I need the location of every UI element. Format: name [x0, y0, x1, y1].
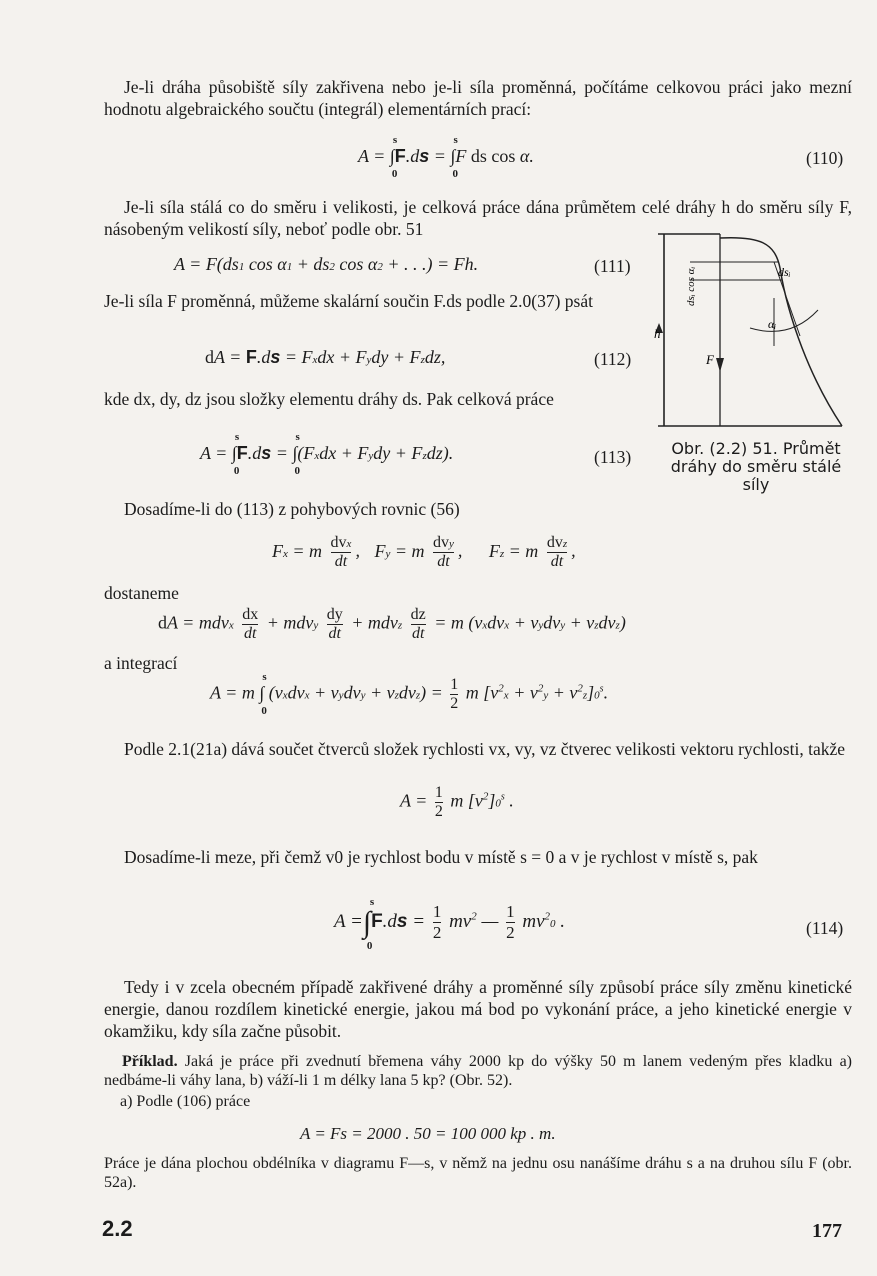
eq110-upper-limit-2: s [453, 134, 458, 146]
conclusion-paragraph: Tedy i v zcela obecném případě zakřivené dráhy a proměnné síly způsobí práce síly změnu kinetické energie, danou rozdílem kinetické energie, jakou má bod po vykonání práce, a jeho kinetické energie v okamžiku, kdy síla začne působit. [104, 977, 852, 1041]
eq114-lower-limit: 0 [366, 939, 373, 952]
force-arrow-icon [716, 358, 724, 372]
eq113-lower-limit: 0 [233, 465, 240, 477]
section-number: 2.2 [102, 1216, 133, 1241]
example-paragraph [104, 1052, 852, 1090]
figure-label-h: h [654, 326, 661, 341]
sum-squares-paragraph: Podle 2.1(21a) dává součet čtverců složek rychlosti vx, vy, vz čtverec velikosti vektoru rychlosti, takže [124, 739, 845, 759]
figure-label-F: F [706, 352, 714, 367]
example-text: Jaká je práce při zvednutí břemena váhy 2000 kp do výšky 50 m lanem vedeným přes kladku a) nedbáme-li váhy lana, b) váží-li 1 m délky lana 5 kp? (Obr. 52). [104, 1053, 853, 1089]
page-number: 177 [812, 1220, 842, 1242]
equation-number-112: (112) [594, 349, 632, 369]
eq110-lower-limit-2: 0 [452, 168, 458, 180]
eq110-upper-limit: s [392, 134, 398, 146]
equation-113: A = ∫ s 0 F.ds = ∫ s 0 (Fxdx + Fydy + Fzdz). [200, 431, 454, 477]
intro-paragraph: Je-li dráha působiště síly zakřivena nebo je-li síla proměnná, počítáme celkovou práci jako mezní hodnotu algebraického součtu (integrál) elementárních prací: [104, 77, 852, 119]
equation-number-111: (111) [594, 256, 631, 276]
figure-51-caption: Obr. (2.2) 51. Průmět dráhy do směru stálé síly [670, 439, 842, 494]
work-differential-equation: dA = mdvx $\frac{dx}{dt}$ + mdvy $\frac{dy}{dt}$ + mdvz $\frac{dz}{dt}$ = m (vxdvx + vydvy + vzdvz) [158, 606, 626, 642]
figure-label-alpha: αᵢ [768, 317, 777, 331]
variable-force-paragraph: Je-li síla F proměnná, můžeme skalární součin F.ds podle 2.0(37) psát [104, 291, 593, 311]
equation-number-113: (113) [594, 447, 632, 467]
equation-number-110: (110) [806, 148, 844, 168]
figure-label-projection: dsᵢ cos αᵢ [685, 266, 697, 306]
limits-paragraph: Dosadíme-li meze, při čemž v0 je rychlost bodu v místě s = 0 a v je rychlost v místě s, pak [124, 847, 758, 867]
figure-51 [650, 228, 850, 438]
we-get-text: dostaneme [104, 583, 179, 603]
substitute-paragraph: Dosadíme-li do (113) z pohybových rovnic (56) [124, 499, 460, 519]
eq110-lower-limit: 0 [391, 168, 398, 180]
integration-text: a integrací [104, 653, 178, 673]
integrated-lower-limit: 0 [261, 704, 267, 717]
eq113-upper-limit: s [234, 431, 240, 443]
example-part-a: a) Podle (106) práce [120, 1093, 251, 1110]
figure-label-dsi: dsᵢ [778, 265, 791, 279]
equation-111: A = F(ds1 cos α1 + ds2 cos α2 + . . .) = Fh. [174, 254, 479, 274]
angle-arc [750, 310, 818, 331]
eq114-upper-limit: s [369, 895, 375, 908]
motion-equations: Fx = m dvx dt , Fy = m dvy dt , Fz = m dvz dt , [272, 534, 576, 570]
integrated-equation: A = m ∫ s 0 (vxdvx + vydvy + vzdvz) = $\frac{1}{2}$ m $[v^2x + v^2y + v^2z]0^s$. [210, 670, 609, 717]
components-paragraph: kde dx, dy, dz jsou složky elementu dráhy ds. Pak celková práce [104, 389, 554, 409]
constant-force-text: Je-li síla stálá co do směru i velikosti, je celková práce dána průmětem celé dráhy h do směru síly F, násobeným velikostí síly, neboť podle obr. 51 [104, 197, 852, 239]
kinetic-work-equation: A = $\frac{1}{2}$ m $[v^2]0^s$ . [400, 784, 514, 820]
example-label: Příklad. [122, 1053, 178, 1070]
equation-114: A =∫ s 0 F.ds = $\frac{1}{2}$ $mv^2$ — $\frac{1}{2}$ $mv^20$ . [334, 895, 566, 952]
example-closing: Práce je dána plochou obdélníka v diagramu F—s, v němž na jednu osu nanášíme dráhu s a na druhou sílu F (obr. 52a). [104, 1155, 852, 1191]
example-equation: A = Fs = 2000 . 50 = 100 000 kp . m. [300, 1124, 556, 1143]
eq113-lower-limit-2: 0 [294, 465, 300, 477]
integrated-upper-limit: s [262, 670, 267, 683]
eq113-upper-limit-2: s [295, 431, 300, 443]
equation-110: A = ∫ s 0 F.ds = ∫ s 0 F ds cos α. [358, 134, 534, 180]
equation-number-114: (114) [806, 918, 844, 938]
equation-112: dA = F.ds = Fxdx + Fydy + Fzdz, [205, 347, 446, 367]
